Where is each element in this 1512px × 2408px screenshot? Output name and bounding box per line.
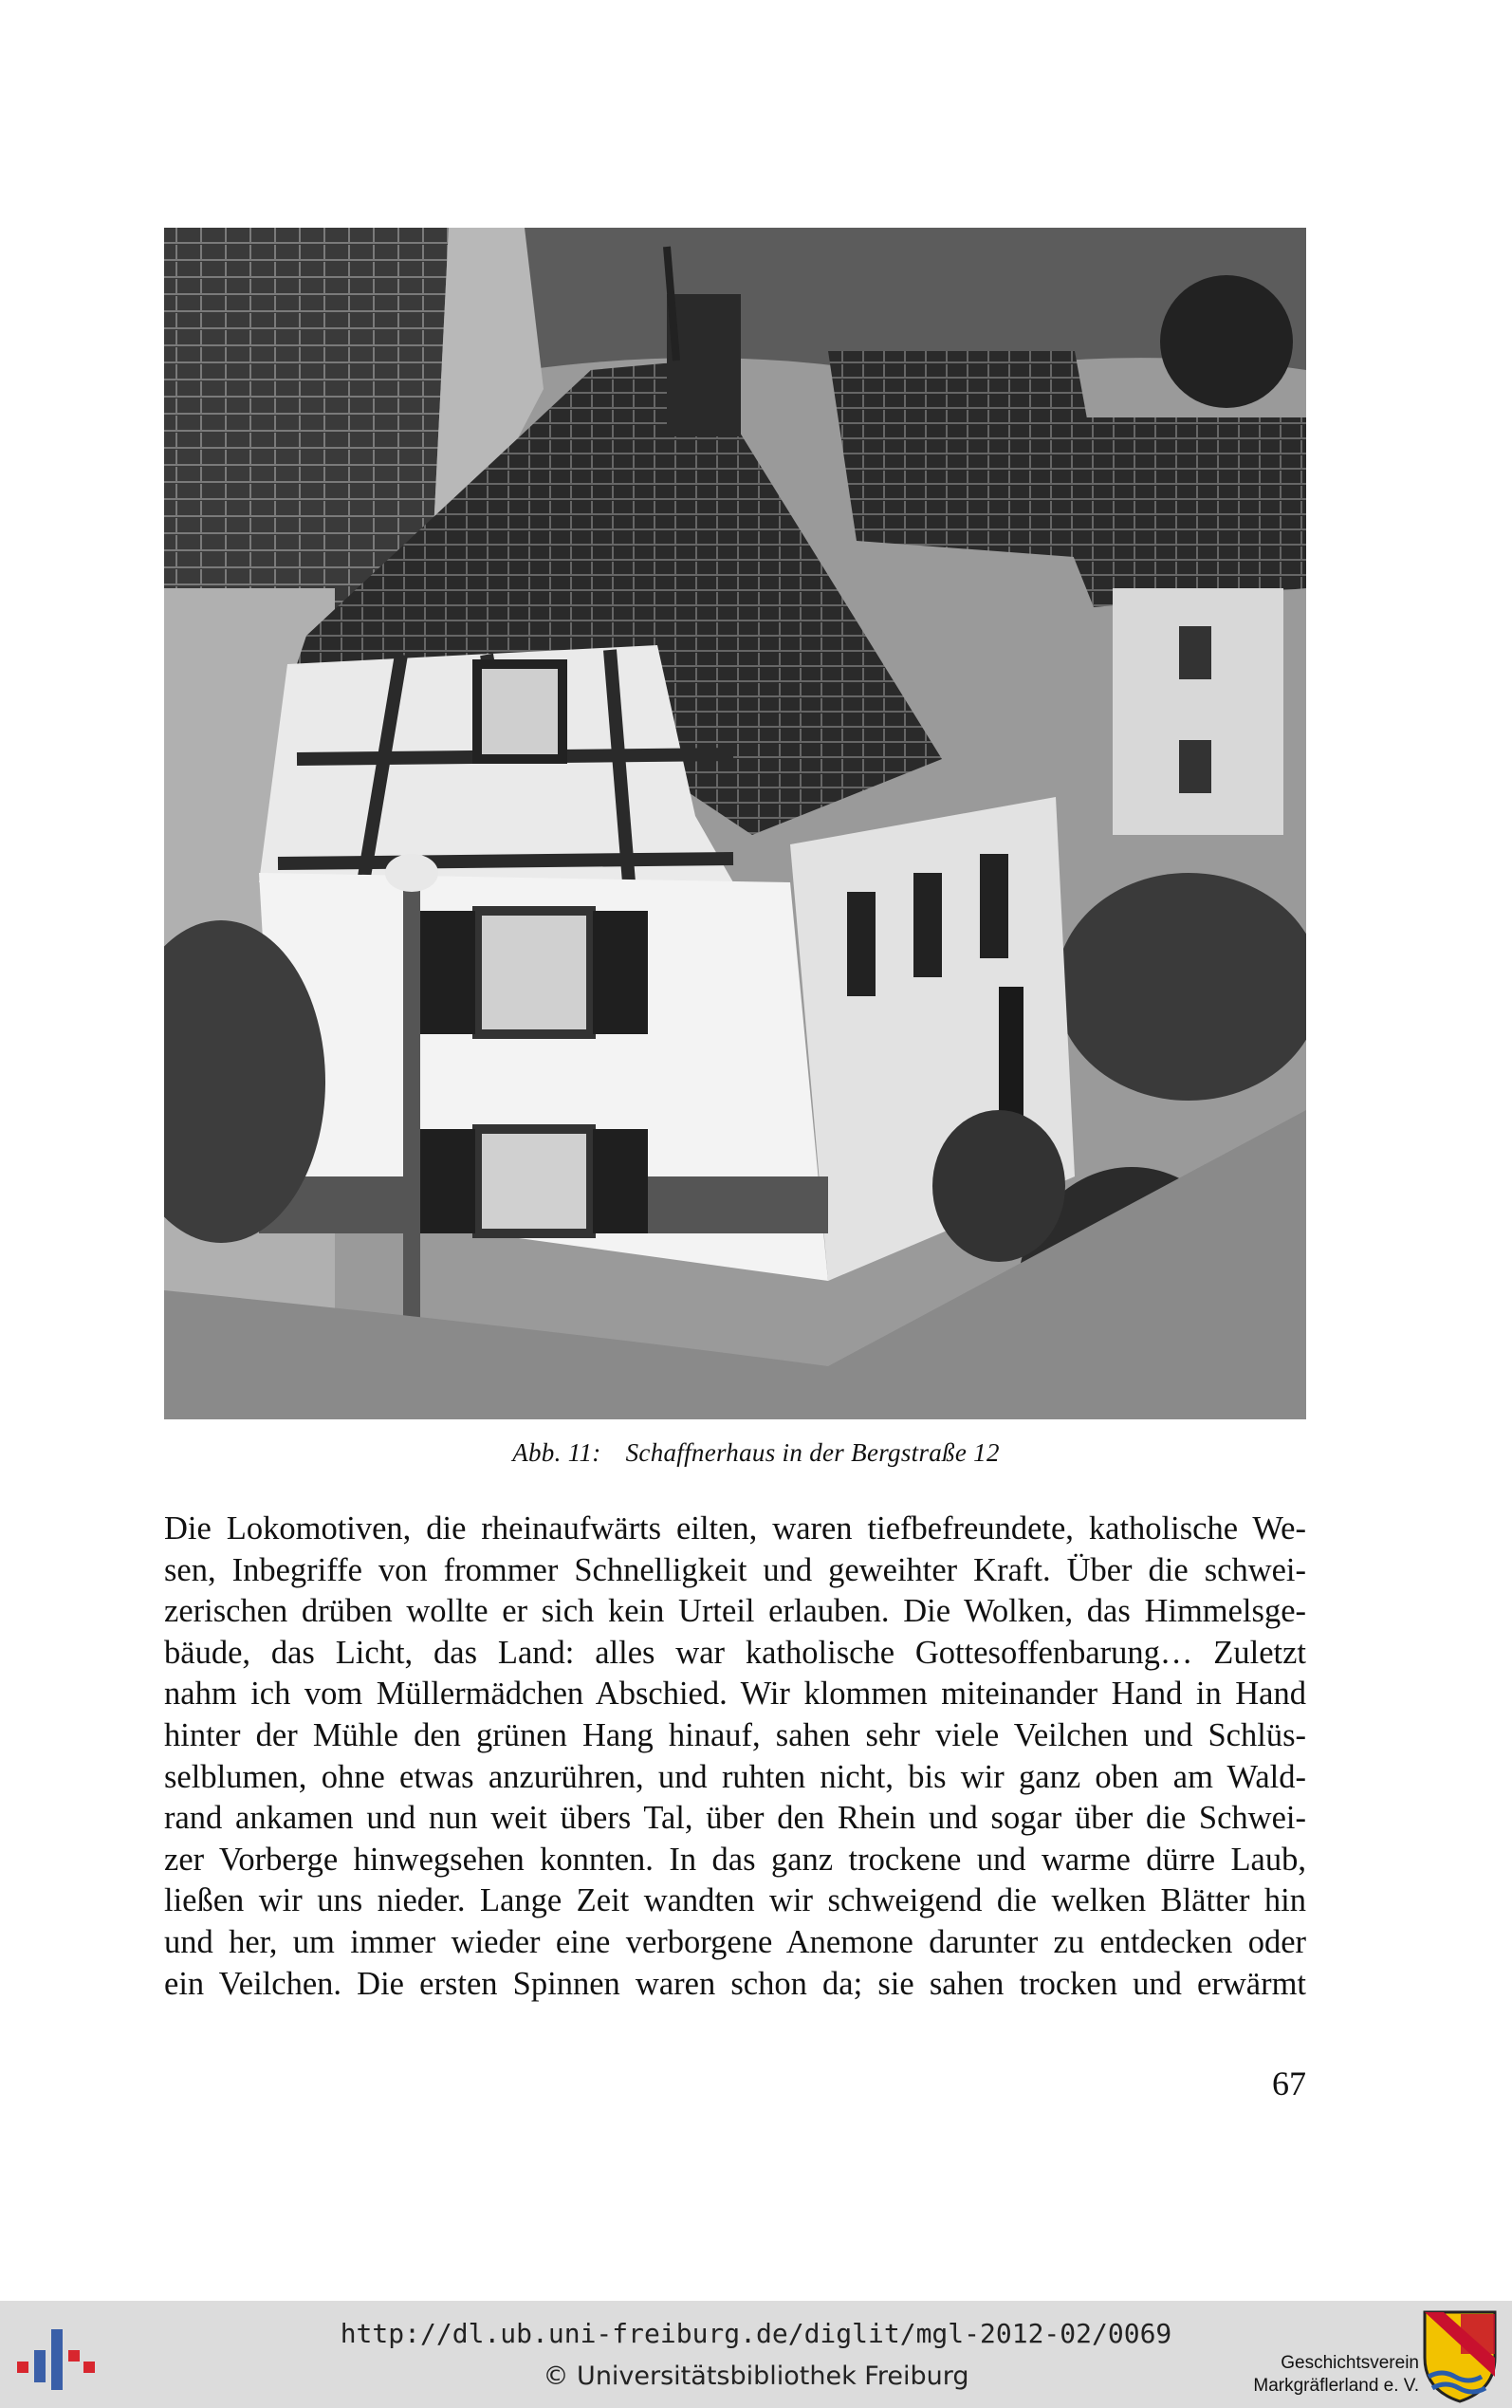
text-line: nahm ich vom Müllermädchen Abschied. Wir klommen miteinander Hand in Hand bbox=[164, 1676, 1306, 1713]
source-url-link[interactable]: http://dl.ub.uni-freiburg.de/diglit/mgl-2012-02/0069 bbox=[340, 2318, 1172, 2349]
page-number: 67 bbox=[1272, 2065, 1306, 2102]
text-line: Die Lokomotiven, die rheinaufwärts eilten, waren tiefbefreundete, katholische We- bbox=[164, 1510, 1306, 1547]
publisher-name bbox=[1220, 2352, 1419, 2398]
text-line: selblumen, ohne etwas anzurühren, und ruhten nicht, bis wir ganz oben am Wald- bbox=[164, 1758, 1306, 1795]
text-line: ein Veilchen. Die ersten Spinnen waren schon da; sie sahen trocken und erwärmt bbox=[164, 1965, 1306, 2002]
publisher-line-1: Geschichtsverein bbox=[1281, 2353, 1419, 2373]
coat-of-arms-icon[interactable] bbox=[1423, 2310, 1497, 2403]
half-timbered-house-photo bbox=[164, 228, 1306, 1419]
house-photo bbox=[164, 228, 1306, 1419]
figure-label: Abb. 11: bbox=[512, 1438, 601, 1467]
copyright-text: © Universitätsbibliothek Freiburg bbox=[543, 2362, 969, 2391]
footer-bar bbox=[0, 2301, 1512, 2408]
text-line: zerischen drüben wollte er sich kein Urteil erlauben. Die Wolken, das Himmelsge- bbox=[164, 1593, 1306, 1630]
figure-title: Schaffnerhaus in der Bergstraße 12 bbox=[625, 1438, 1000, 1467]
publisher-line-2: Markgräflerland e. V. bbox=[1253, 2376, 1419, 2396]
text-line: zer Vorberge hinwegsehen konnten. In das ganz trockene und warme dürre Laub, bbox=[164, 1841, 1306, 1878]
text-line: rand ankamen und nun weit übers Tal, über den Rhein und sogar über die Schwei- bbox=[164, 1800, 1306, 1837]
text-line: bäude, das Licht, das Land: alles war katholische Gottesoffenbarung… Zuletzt bbox=[164, 1634, 1306, 1671]
body-paragraph bbox=[164, 1509, 1306, 2005]
text-line: sen, Inbegriffe von frommer Schnelligkeit und geweihter Kraft. Über die schwei- bbox=[164, 1551, 1306, 1588]
text-line: hinter der Mühle den grünen Hang hinauf, sahen sehr viele Veilchen und Schlüs- bbox=[164, 1716, 1306, 1753]
figure-caption bbox=[0, 1438, 1512, 1468]
text-line: und her, um immer wieder eine verborgene Anemone darunter zu entdecken oder bbox=[164, 1923, 1306, 1960]
text-line: ließen wir uns nieder. Lange Zeit wandten wir schweigend die welken Blätter hin bbox=[164, 1882, 1306, 1919]
